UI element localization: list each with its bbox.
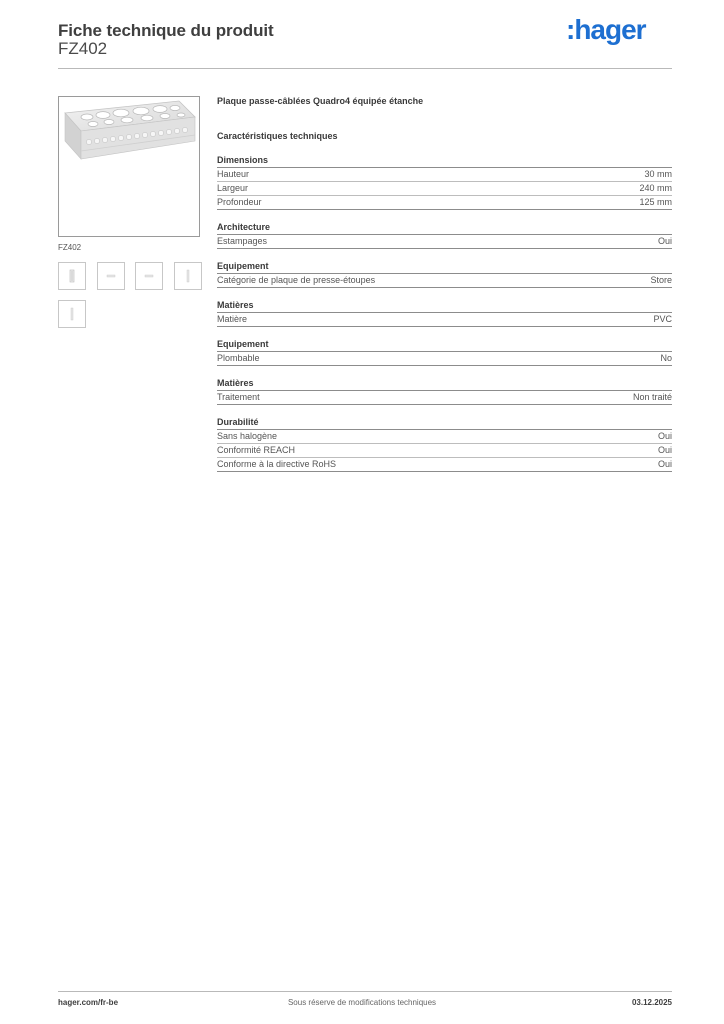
footer-date: 03.12.2025: [631, 998, 672, 1007]
spec-label: Estampages: [217, 236, 268, 246]
spec-group-architecture: [217, 221, 672, 249]
specifications-panel: [217, 94, 672, 472]
thumbnail-4[interactable]: [174, 262, 202, 290]
spec-value: Oui: [657, 431, 672, 441]
spec-group-materials: [217, 299, 672, 327]
spec-value: 240 mm: [639, 183, 672, 193]
spec-row: [217, 274, 672, 288]
spec-row: [217, 182, 672, 196]
spec-groups: [217, 154, 672, 472]
thumbnail-top-view-icon: [98, 263, 124, 289]
spec-label: Sans halogène: [217, 431, 278, 441]
spec-label: Catégorie de plaque de presse-étoupes: [217, 275, 376, 285]
spec-label: Plombable: [217, 353, 260, 363]
spec-label: Hauteur: [217, 169, 250, 179]
spec-label: Largeur: [217, 183, 249, 193]
spec-label: Traitement: [217, 392, 260, 402]
thumbnail-3[interactable]: [135, 262, 163, 290]
spec-group-title: Matières: [217, 299, 672, 313]
spec-value: Store: [650, 275, 672, 285]
spec-row: [217, 391, 672, 405]
spec-value: PVC: [653, 314, 672, 324]
product-title: Plaque passe-câblées Quadro4 équipée étanche: [217, 96, 424, 106]
spec-value: 30 mm: [644, 169, 672, 179]
spec-row: [217, 313, 672, 327]
spec-row: [217, 458, 672, 472]
spec-group-title: Architecture: [217, 221, 672, 235]
thumbnail-profile-view-icon: [59, 301, 85, 327]
spec-label: Matière: [217, 314, 248, 324]
spec-value: Non traité: [632, 392, 672, 402]
spec-group-title: Durabilité: [217, 416, 672, 430]
spec-value: No: [660, 353, 672, 363]
spec-value: 125 mm: [639, 197, 672, 207]
product-reference: FZ402: [58, 39, 108, 58]
spec-group-title: Matières: [217, 377, 672, 391]
thumbnail-2[interactable]: [97, 262, 125, 290]
spec-group-title: Dimensions: [217, 154, 672, 168]
spec-group-materials-2: [217, 377, 672, 405]
header-divider: [58, 68, 672, 69]
spec-group-durability: [217, 416, 672, 472]
product-image: [58, 96, 200, 237]
page-title: Fiche technique du produit: [58, 21, 274, 40]
spec-group-dimensions: [217, 154, 672, 210]
thumbnail-1[interactable]: [58, 262, 86, 290]
spec-row: [217, 168, 672, 182]
spec-row: [217, 430, 672, 444]
image-caption: FZ402: [58, 243, 82, 252]
thumbnail-front-view-icon: [59, 263, 85, 289]
spec-group-equipment: [217, 260, 672, 288]
spec-row: [217, 352, 672, 366]
spec-group-title: Equipement: [217, 338, 672, 352]
spec-group-equipment-2: [217, 338, 672, 366]
footer-website-link[interactable]: hager.com/fr-be: [58, 998, 119, 1007]
spec-value: Oui: [657, 236, 672, 246]
spec-label: Conformité REACH: [217, 445, 296, 455]
thumbnail-side-view-icon: [175, 263, 201, 289]
spec-row: [217, 196, 672, 210]
spec-row: [217, 235, 672, 249]
hager-logo: :hager: [566, 14, 646, 45]
footer-divider: [58, 991, 672, 992]
spec-value: Oui: [657, 445, 672, 455]
spec-row: [217, 444, 672, 458]
spec-group-title: Equipement: [217, 260, 672, 274]
cable-plate-illustration: [59, 97, 199, 236]
thumbnail-bottom-view-icon: [136, 263, 162, 289]
spec-label: Profondeur: [217, 197, 262, 207]
spec-label: Conforme à la directive RoHS: [217, 459, 337, 469]
footer-disclaimer: Sous réserve de modifications techniques: [287, 998, 437, 1007]
thumbnail-5[interactable]: [58, 300, 86, 328]
specifications-heading: Caractéristiques techniques: [217, 131, 338, 141]
spec-value: Oui: [657, 459, 672, 469]
